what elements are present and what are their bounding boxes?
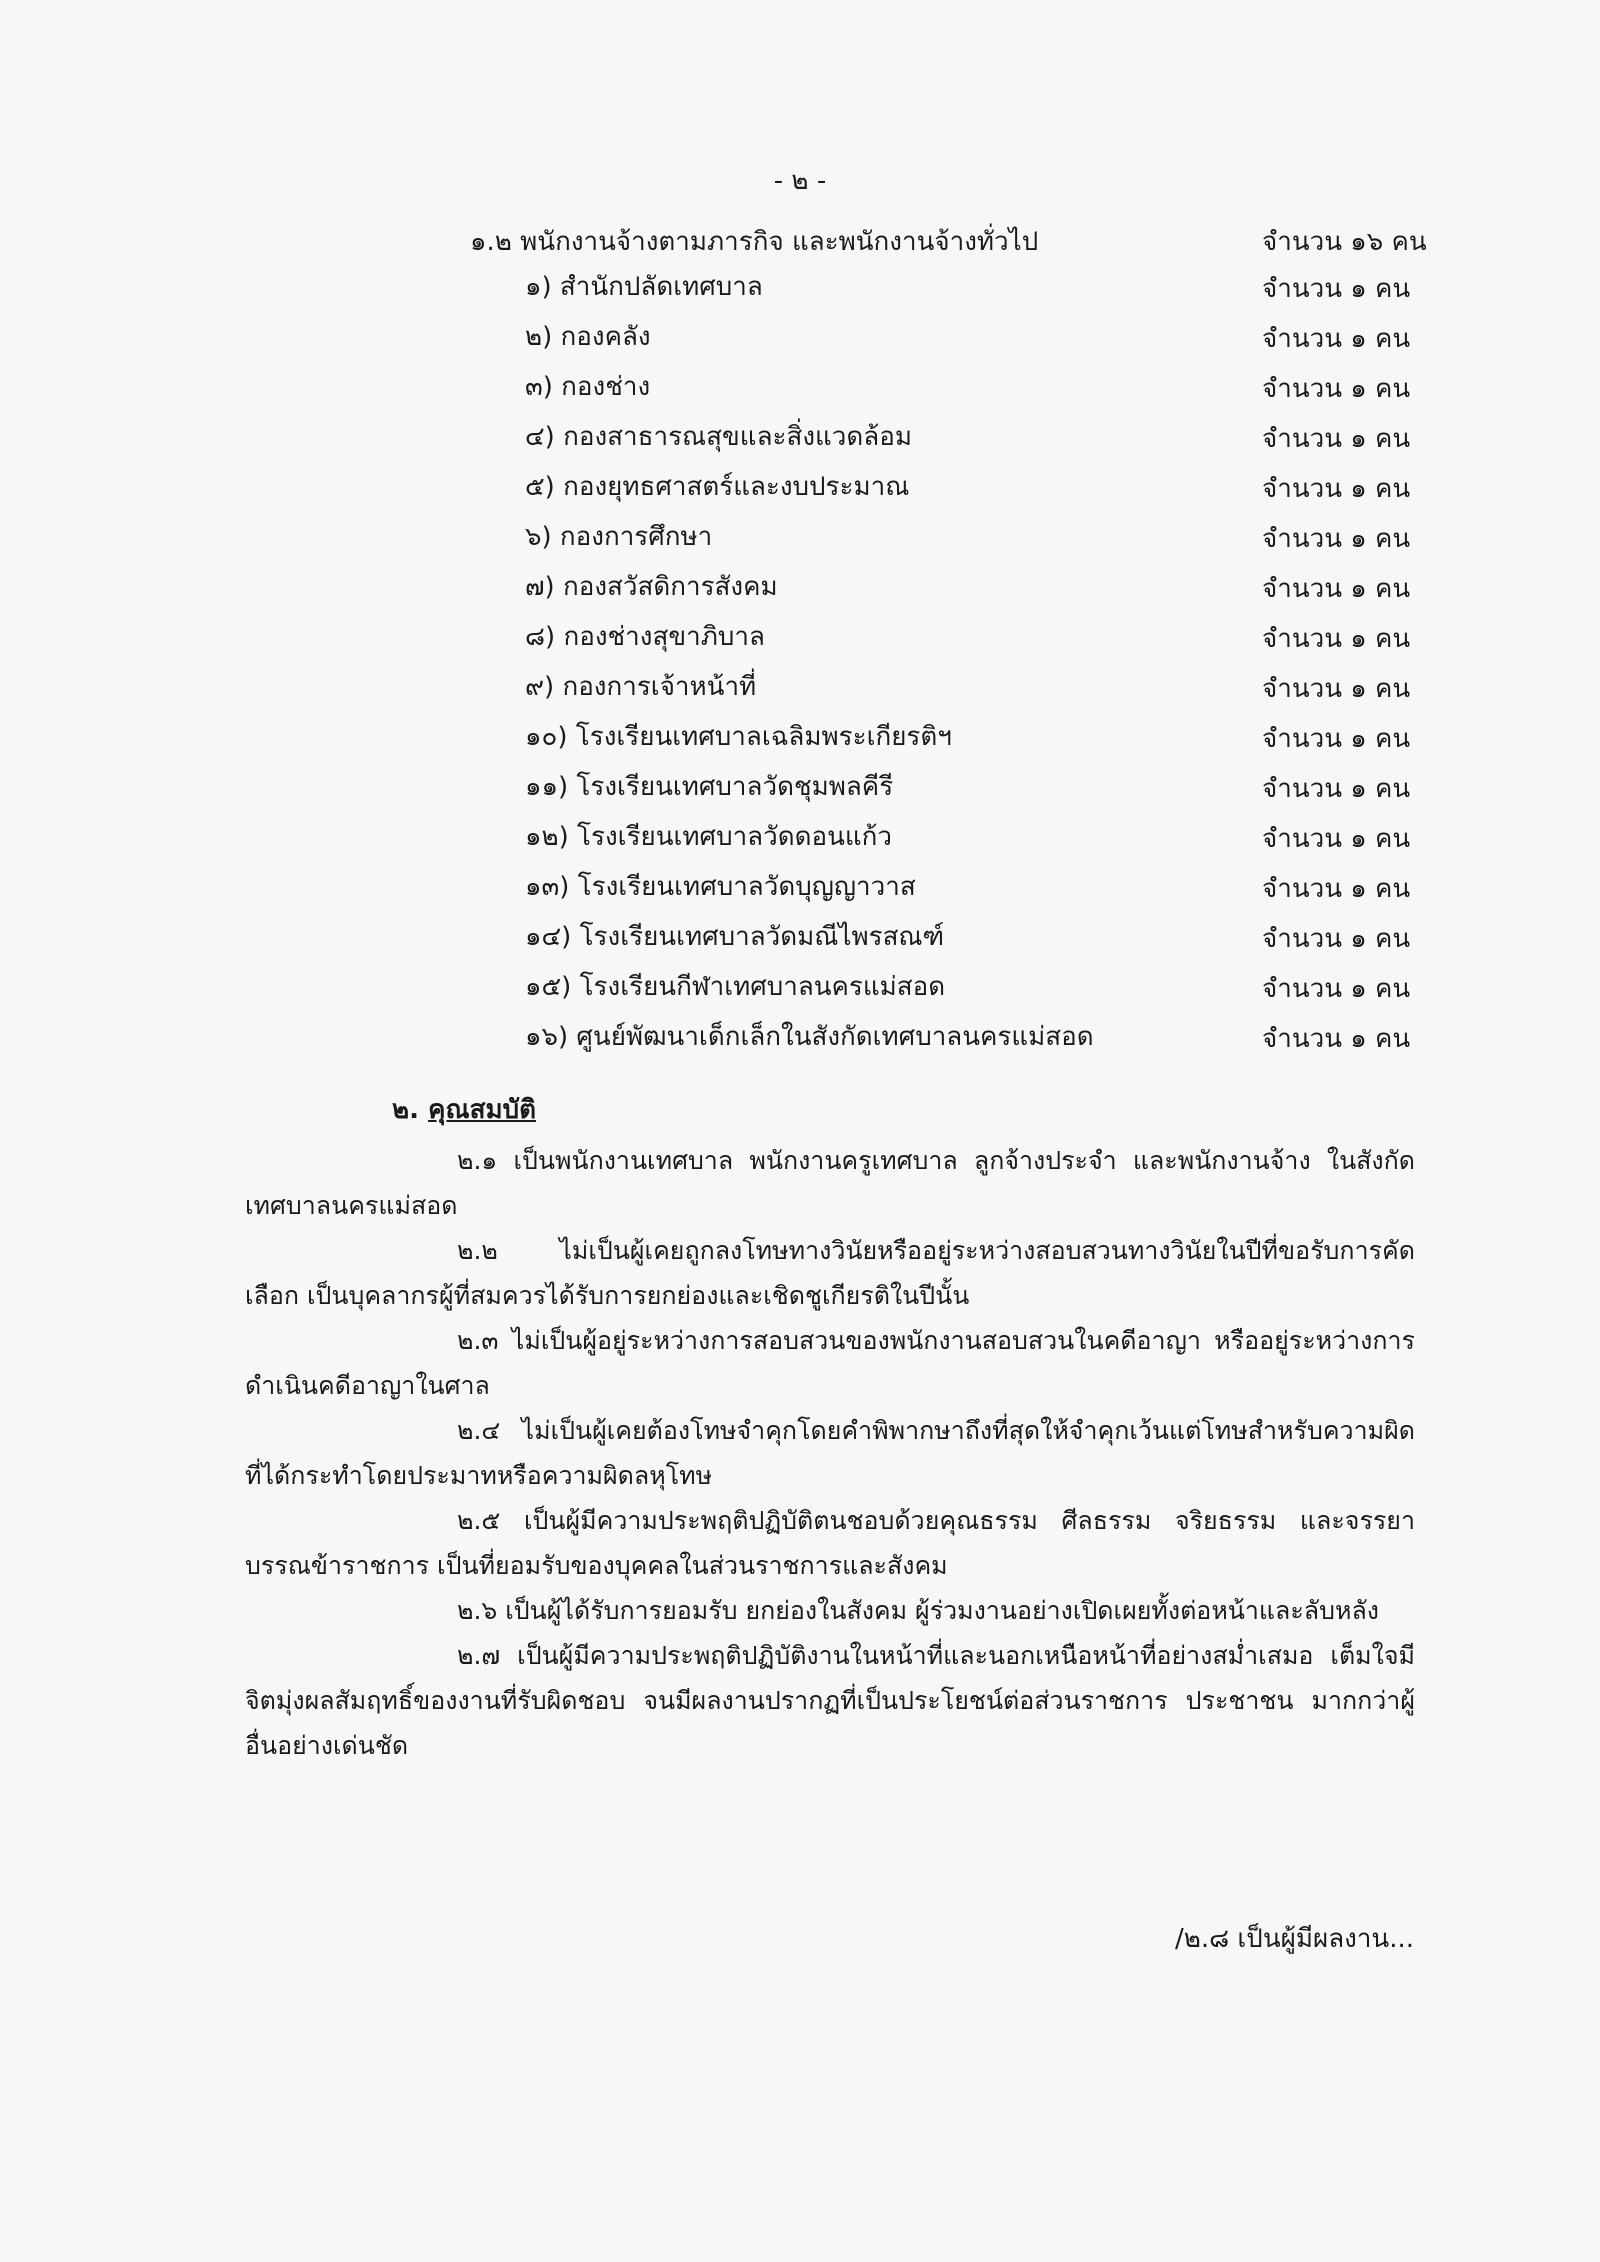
- unit-amount: จำนวน ๑ คน: [1262, 524, 1411, 554]
- qualification-paragraph: [245, 1633, 1415, 1768]
- unit-amount: จำนวน ๑ คน: [1262, 424, 1411, 454]
- unit-amount: จำนวน ๑ คน: [1262, 274, 1411, 304]
- unit-amount: จำนวน ๑ คน: [1262, 974, 1411, 1004]
- qualification-text: ๒.๗ เป็นผู้มีความประพฤติปฏิบัติงานในหน้าที่และนอกเหนือหน้าที่อย่างสม่ำเสมอ เต็มใจมีจิตมุ่งผลสัมฤทธิ์ของงานที่รับผิดชอบ จนมีผลงานปรากฏที่เป็นประโยชน์ต่อส่วนราชการ ประชาชน มากกว่าผู้อื่นอย่างเด่นชัด: [245, 1641, 1415, 1760]
- section-2-title: คุณสมบัติ: [428, 1095, 536, 1125]
- unit-label: ๑๖) ศูนย์พัฒนาเด็กเล็กในสังกัดเทศบาลนครแม่สอด: [525, 1022, 1094, 1052]
- unit-amount: จำนวน ๑ คน: [1262, 574, 1411, 604]
- unit-label: ๑๕) โรงเรียนกีฬาเทศบาลนครแม่สอด: [525, 972, 946, 1002]
- unit-label: ๗) กองสวัสดิการสังคม: [525, 572, 778, 602]
- unit-label: ๖) กองการศึกษา: [525, 522, 713, 552]
- unit-label: ๔) กองสาธารณสุขและสิ่งแวดล้อม: [525, 422, 912, 452]
- unit-amount: จำนวน ๑ คน: [1262, 824, 1411, 854]
- unit-label: ๘) กองช่างสุขาภิบาล: [525, 622, 765, 652]
- qualification-text: ๒.๑ เป็นพนักงานเทศบาล พนักงานครูเทศบาล ลูกจ้างประจำ และพนักงานจ้าง ในสังกัดเทศบาลนครแม่สอด: [245, 1146, 1415, 1220]
- continuation-note: /๒.๘ เป็นผู้มีผลงาน...: [1174, 1924, 1414, 1954]
- unit-amount: จำนวน ๑ คน: [1262, 1024, 1411, 1054]
- unit-amount: จำนวน ๑ คน: [1262, 324, 1411, 354]
- qualification-text: ๒.๒ ไม่เป็นผู้เคยถูกลงโทษทางวินัยหรืออยู่ระหว่างสอบสวนทางวินัยในปีที่ขอรับการคัดเลือก เป็นบุคลากรผู้ที่สมควรได้รับการยกย่องและเชิดชูเกียรติในปีนั้น: [245, 1236, 1415, 1310]
- qualification-paragraph: [245, 1228, 1415, 1318]
- unit-label: ๑) สำนักปลัดเทศบาล: [525, 272, 763, 302]
- page-number: - ๒ -: [773, 166, 827, 196]
- section-2-heading: [392, 1093, 536, 1127]
- unit-amount: จำนวน ๑ คน: [1262, 674, 1411, 704]
- unit-amount: จำนวน ๑ คน: [1262, 724, 1411, 754]
- qualification-paragraph: [245, 1318, 1415, 1408]
- unit-amount: จำนวน ๑ คน: [1262, 624, 1411, 654]
- unit-label: ๑๑) โรงเรียนเทศบาลวัดชุมพลคีรี: [525, 772, 894, 802]
- unit-label: ๓) กองช่าง: [525, 372, 651, 402]
- qualification-paragraph: [245, 1498, 1415, 1588]
- unit-label: ๑๐) โรงเรียนเทศบาลเฉลิมพระเกียรติฯ: [525, 722, 952, 752]
- qualification-text: ๒.๔ ไม่เป็นผู้เคยต้องโทษจำคุกโดยคำพิพากษาถึงที่สุดให้จำคุกเว้นแต่โทษสำหรับความผิดที่ได้กระทำโดยประมาทหรือความผิดลหุโทษ: [245, 1416, 1415, 1490]
- qualification-text: ๒.๖ เป็นผู้ได้รับการยอมรับ ยกย่องในสังคม ผู้ร่วมงานอย่างเปิดเผยทั้งต่อหน้าและลับหลัง: [457, 1596, 1379, 1625]
- unit-label: ๕) กองยุทธศาสตร์และงบประมาณ: [525, 472, 910, 502]
- qualification-paragraph: [245, 1138, 1415, 1228]
- unit-amount: จำนวน ๑ คน: [1262, 874, 1411, 904]
- unit-label: ๒) กองคลัง: [525, 322, 651, 352]
- section-1-2-title: ๑.๒ พนักงานจ้างตามภารกิจ และพนักงานจ้างทั่วไป: [470, 227, 1039, 257]
- unit-label: ๑๒) โรงเรียนเทศบาลวัดดอนแก้ว: [525, 822, 892, 852]
- unit-label: ๙) กองการเจ้าหน้าที่: [525, 672, 757, 702]
- unit-amount: จำนวน ๑ คน: [1262, 474, 1411, 504]
- unit-amount: จำนวน ๑ คน: [1262, 924, 1411, 954]
- unit-amount: จำนวน ๑ คน: [1262, 774, 1411, 804]
- qualification-paragraph: [245, 1588, 1415, 1633]
- unit-label: ๑๓) โรงเรียนเทศบาลวัดบุญญาวาส: [525, 872, 916, 902]
- section-2-number: ๒.: [392, 1095, 420, 1125]
- qualification-text: ๒.๕ เป็นผู้มีความประพฤติปฏิบัติตนชอบด้วยคุณธรรม ศีลธรรม จริยธรรม และจรรยาบรรณข้าราชการ เป็นที่ยอมรับของบุคคลในส่วนราชการและสังคม: [245, 1506, 1415, 1580]
- unit-amount: จำนวน ๑ คน: [1262, 374, 1411, 404]
- section-1-2-amount: จำนวน ๑๖ คน: [1262, 227, 1427, 257]
- qualification-paragraph: [245, 1408, 1415, 1498]
- qualification-text: ๒.๓ ไม่เป็นผู้อยู่ระหว่างการสอบสวนของพนักงานสอบสวนในคดีอาญา หรืออยู่ระหว่างการดำเนินคดีอาญาในศาล: [245, 1326, 1415, 1400]
- unit-label: ๑๔) โรงเรียนเทศบาลวัดมณีไพรสณฑ์: [525, 922, 945, 952]
